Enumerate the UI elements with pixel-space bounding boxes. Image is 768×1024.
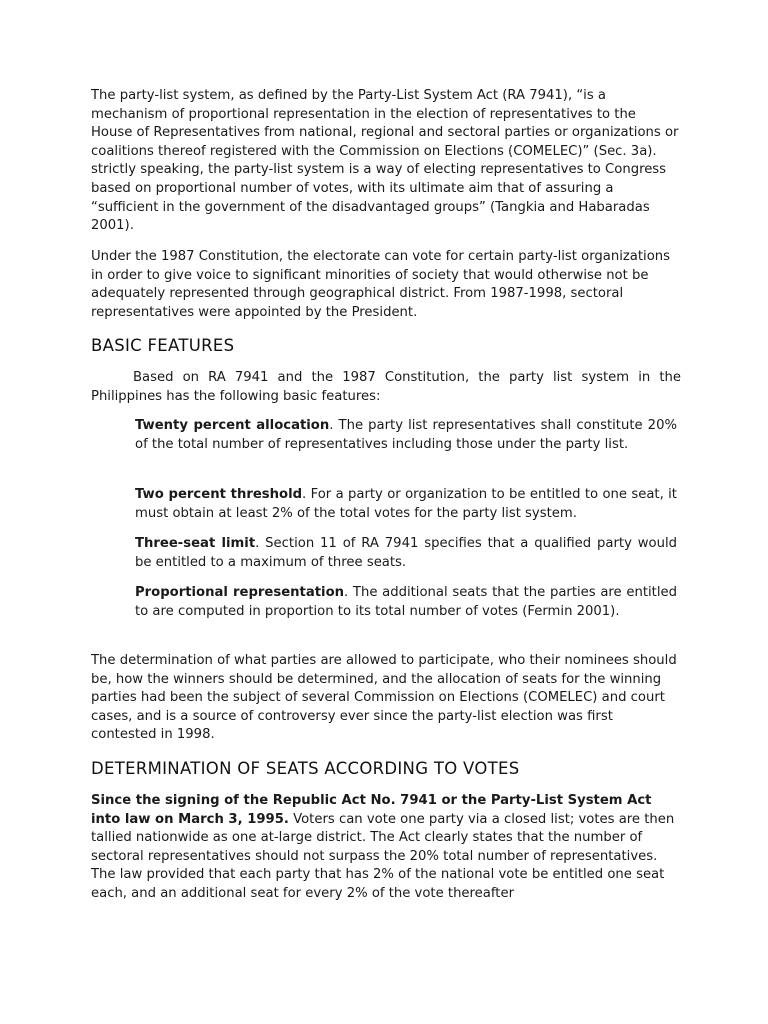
feature-text: . Section 11 of RA 7941 specifies that a qualified party would be entitled to a maximum of three seats. bbox=[135, 536, 677, 570]
feature-term: Twenty percent allocation bbox=[135, 418, 330, 433]
feature-term: Two percent threshold bbox=[135, 487, 303, 502]
basic-features-heading: BASIC FEATURES bbox=[91, 336, 235, 355]
feature-text: . The additional seats that the parties are entitled to are computed in proportion to its total number of votes (Fermin 2001). bbox=[135, 585, 677, 619]
feature-text: . The party list representatives shall constitute 20% of the total number of representatives including those under the party list. bbox=[135, 418, 677, 452]
feature-item bbox=[135, 486, 677, 524]
constitution-paragraph: Under the 1987 Constitution, the electorate can vote for certain party-list organizations in order to give voice to significant minorities of society that would otherwise not be adequately represented through geographical district. From 1987-1998, sectoral representatives were appointed by the President. bbox=[91, 249, 671, 320]
feature-item bbox=[135, 535, 677, 573]
seats-body-text: Voters can vote one party via a closed list; votes are then tallied nationwide as one at-large district. The Act clearly states that the number of sectoral representatives should not surpass the 20% total number of representatives. The law provided that each party that has 2% of the national vote be entitled one seat each, and an additional seat for every 2% of the vote thereafter bbox=[91, 811, 675, 901]
seats-heading: DETERMINATION OF SEATS ACCORDING TO VOTES bbox=[91, 759, 520, 778]
intro-paragraph: The party-list system, as defined by the Party-List System Act (RA 7941), “is a mechanism of proportional representation in the election of representatives to the House of Representatives from national, regional and sectoral parties or organizations or coalitions thereof registered with the Commission on Elections (COMELEC)” (Sec. 3a). strictly speaking, the party-list system is a way of electing representatives to Congress based on proportional number of votes, with its ultimate aim that of assuring a “sufficient in the government of the disadvantaged groups” (Tangkia and Habaradas 2001). bbox=[91, 88, 679, 234]
seats-paragraph bbox=[91, 792, 681, 904]
basic-features-intro: Based on RA 7941 and the 1987 Constitution, the party list system in the Philippines has the following basic features: bbox=[91, 370, 681, 404]
determination-paragraph: The determination of what parties are allowed to participate, who their nominees should be, how the winners should be determined, and the allocation of seats for the winning parties had been the subject of several Commission on Elections (COMELEC) and court cases, and is a source of controversy ever since the party-list election was first contested in 1998. bbox=[91, 653, 677, 743]
seats-lead-text: Since the signing of the Republic Act No. 7941 or the Party-List System Act into law on March 3, 1995. bbox=[91, 793, 652, 827]
feature-text: . For a party or organization to be entitled to one seat, it must obtain at least 2% of the total votes for the party list system. bbox=[135, 487, 677, 521]
feature-item bbox=[135, 417, 677, 455]
feature-term: Three-seat limit bbox=[135, 536, 256, 551]
feature-term: Proportional representation bbox=[135, 585, 345, 600]
feature-item bbox=[135, 584, 677, 622]
